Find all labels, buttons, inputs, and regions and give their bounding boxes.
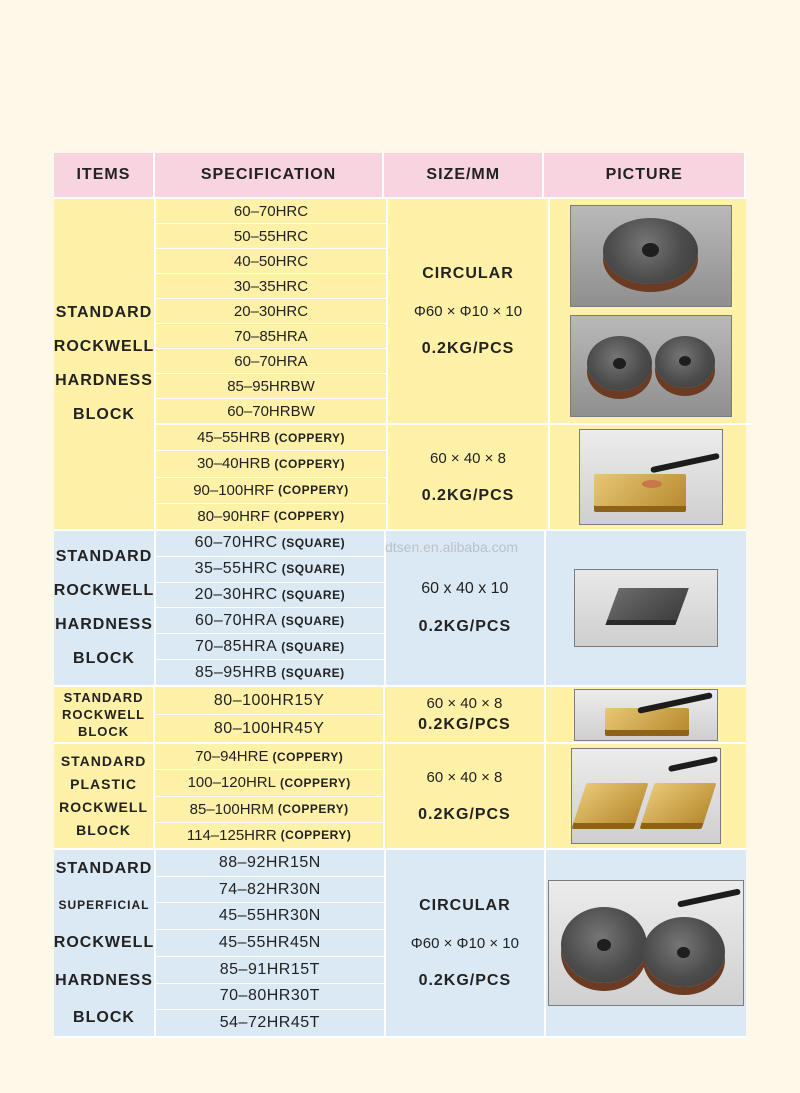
item-label: [54, 744, 155, 848]
spec-row: [156, 608, 384, 634]
spec-tag: (SQUARE): [281, 588, 346, 603]
size-shape: CIRCULAR: [419, 896, 511, 914]
spec-value: 60–70HRA: [195, 611, 278, 629]
item-label: [54, 199, 156, 529]
spec-tag: (SQUARE): [281, 665, 345, 680]
header-items: ITEMS: [54, 153, 155, 197]
group-standard-rockwell-hr-y: [54, 687, 746, 744]
item-line: BLOCK: [76, 822, 131, 838]
spec-list: [156, 425, 388, 529]
item-line: ROCKWELL: [62, 707, 146, 722]
spec-list: [156, 850, 386, 1036]
spec-row: 74–82HR30N: [156, 877, 384, 904]
two-disc-pen-photo: [548, 880, 744, 1006]
item-line: ROCKWELL: [53, 338, 155, 355]
spec-row: 45–55HR45N: [156, 930, 384, 957]
spec-row: 88–92HR15N: [156, 850, 384, 877]
picture-cell: [550, 199, 752, 423]
spec-value: 85–100HRM: [189, 800, 274, 818]
picture-cell: [546, 687, 746, 742]
spec-row: 80–100HR45Y: [213, 719, 325, 737]
double-gold-block-photo: [571, 748, 721, 844]
size-cell: [388, 199, 550, 423]
spec-row: 60–70HRBW: [227, 402, 315, 420]
group-standard-plastic-rockwell: [54, 744, 746, 850]
size-weight: 0.2KG/PCS: [418, 971, 512, 989]
gold-block-photo: [579, 429, 723, 525]
spec-row: 80–100HR15Y: [155, 687, 383, 715]
spec-row: 70–85HRA: [156, 324, 386, 349]
spec-row: 85–91HR15T: [156, 957, 384, 984]
spec-row: [156, 634, 384, 660]
spec-row: 60–70HRA: [156, 349, 386, 374]
spec-row: 20–30HRC: [156, 299, 386, 324]
item-line: STANDARD: [55, 860, 153, 878]
single-disc-photo: [570, 205, 732, 307]
double-disc-photo: [570, 315, 732, 417]
item-line: ROCKWELL: [53, 934, 155, 952]
size-dims: 60 × 40 × 8: [430, 449, 506, 467]
spec-row: 60–70HRC: [156, 199, 386, 224]
item-line: PLASTIC: [70, 776, 138, 792]
item-line: HARDNESS: [55, 372, 153, 389]
spec-row: 45–55HR30N: [156, 903, 384, 930]
spec-value: 35–55HRC: [194, 560, 278, 578]
item-label: [54, 531, 156, 685]
size-weight: 0.2KG/PCS: [418, 618, 512, 635]
table-header: [54, 153, 746, 199]
spec-row: [156, 425, 386, 451]
item-line: BLOCK: [77, 724, 130, 739]
spec-value: 85–95HRB: [195, 663, 278, 681]
spec-value: 30–40HRB: [196, 455, 271, 473]
spec-value: 60–70HRC: [194, 534, 278, 552]
size-cell: [386, 850, 546, 1036]
spec-row: [156, 660, 384, 685]
spec-row: 40–50HRC: [156, 249, 386, 274]
size-cell: [388, 425, 550, 529]
spec-value: 70–85HRA: [195, 637, 278, 655]
gold-block-photo: [574, 689, 718, 741]
group-standard-superficial-rockwell: [54, 850, 746, 1038]
item-line: STANDARD: [60, 753, 147, 769]
spec-row: [155, 744, 383, 770]
spec-tag: (COPPERY): [279, 775, 351, 790]
spec-tag: (SQUARE): [281, 562, 346, 577]
item-line: STANDARD: [55, 548, 153, 565]
spec-value: 80–90HRF: [197, 507, 270, 525]
spec-row: 70–80HR30T: [156, 984, 384, 1011]
group-standard-rockwell-1: [54, 199, 746, 531]
spec-row: [155, 823, 383, 848]
spec-tag: (SQUARE): [281, 536, 346, 551]
size-dims: 60 x 40 x 10: [421, 580, 509, 597]
spec-list: [156, 531, 386, 685]
size-weight: 0.2KG/PCS: [421, 339, 515, 357]
item-line: SUPERFICIAL: [58, 898, 150, 913]
size-weight: 0.2KG/PCS: [418, 716, 511, 733]
spec-value: 45–55HRB: [196, 429, 271, 447]
item-line: ROCKWELL: [59, 799, 149, 815]
spec-value: 20–30HRC: [194, 586, 278, 604]
spec-row: [156, 451, 386, 477]
spec-row: [156, 478, 386, 504]
watermark: dtsen.en.alibaba.com: [385, 539, 519, 555]
spec-value: 70–94HRE: [195, 748, 269, 766]
item-label: [54, 850, 156, 1036]
item-line: HARDNESS: [55, 616, 153, 633]
picture-cell: [546, 850, 746, 1036]
size-dims: 60 × 40 × 8: [426, 695, 503, 712]
item-line: ROCKWELL: [53, 582, 155, 599]
spec-row: [156, 583, 384, 609]
item-line: STANDARD: [55, 304, 153, 321]
picture-cell: [546, 744, 746, 848]
size-cell: [385, 687, 546, 742]
spec-list: [155, 744, 385, 848]
item-line: BLOCK: [73, 406, 135, 423]
spec-tag: (COPPERY): [278, 483, 349, 498]
spec-row: [155, 770, 383, 796]
spec-table: [54, 153, 746, 1038]
size-weight: 0.2KG/PCS: [421, 486, 515, 504]
spec-value: 100–120HRL: [187, 774, 276, 792]
size-dims: Φ60 × Φ10 × 10: [413, 302, 523, 320]
spec-row: [156, 557, 384, 583]
header-specification: SPECIFICATION: [155, 153, 384, 197]
size-shape: CIRCULAR: [422, 264, 514, 282]
header-picture: PICTURE: [544, 153, 746, 197]
spec-tag: (COPPERY): [280, 828, 352, 843]
spec-row: 30–35HRC: [156, 274, 386, 299]
picture-cell: [546, 531, 746, 685]
spec-value: 90–100HRF: [193, 481, 275, 499]
spec-tag: (COPPERY): [272, 749, 344, 764]
spec-list: [156, 199, 388, 423]
item-line: STANDARD: [63, 690, 144, 705]
item-line: HARDNESS: [55, 971, 153, 989]
spec-row: 85–95HRBW: [156, 374, 386, 399]
spec-value: 114–125HRR: [186, 826, 277, 844]
item-line: BLOCK: [73, 1008, 135, 1026]
item-label: [54, 687, 155, 742]
spec-row: [156, 531, 384, 557]
size-dims: Φ60 × Φ10 × 10: [410, 934, 519, 952]
size-cell: [385, 744, 546, 848]
spec-row: [156, 504, 386, 529]
header-size: SIZE/MM: [384, 153, 544, 197]
size-dims: 60 × 40 × 8: [426, 768, 503, 786]
spec-tag: (COPPERY): [274, 456, 346, 471]
spec-tag: (COPPERY): [277, 802, 349, 817]
spec-tag: (SQUARE): [281, 639, 345, 654]
spec-tag: (COPPERY): [274, 430, 346, 445]
spec-row: 50–55HRC: [156, 224, 386, 249]
spec-list: [155, 687, 385, 742]
spec-row: [155, 797, 383, 823]
spec-row: 54–72HR45T: [219, 1014, 320, 1032]
size-weight: 0.2KG/PCS: [418, 805, 511, 823]
item-line: BLOCK: [73, 650, 135, 667]
grey-block-photo: [574, 569, 718, 647]
spec-tag: (COPPERY): [273, 509, 345, 524]
picture-cell: [550, 425, 752, 529]
spec-tag: (SQUARE): [281, 613, 345, 628]
